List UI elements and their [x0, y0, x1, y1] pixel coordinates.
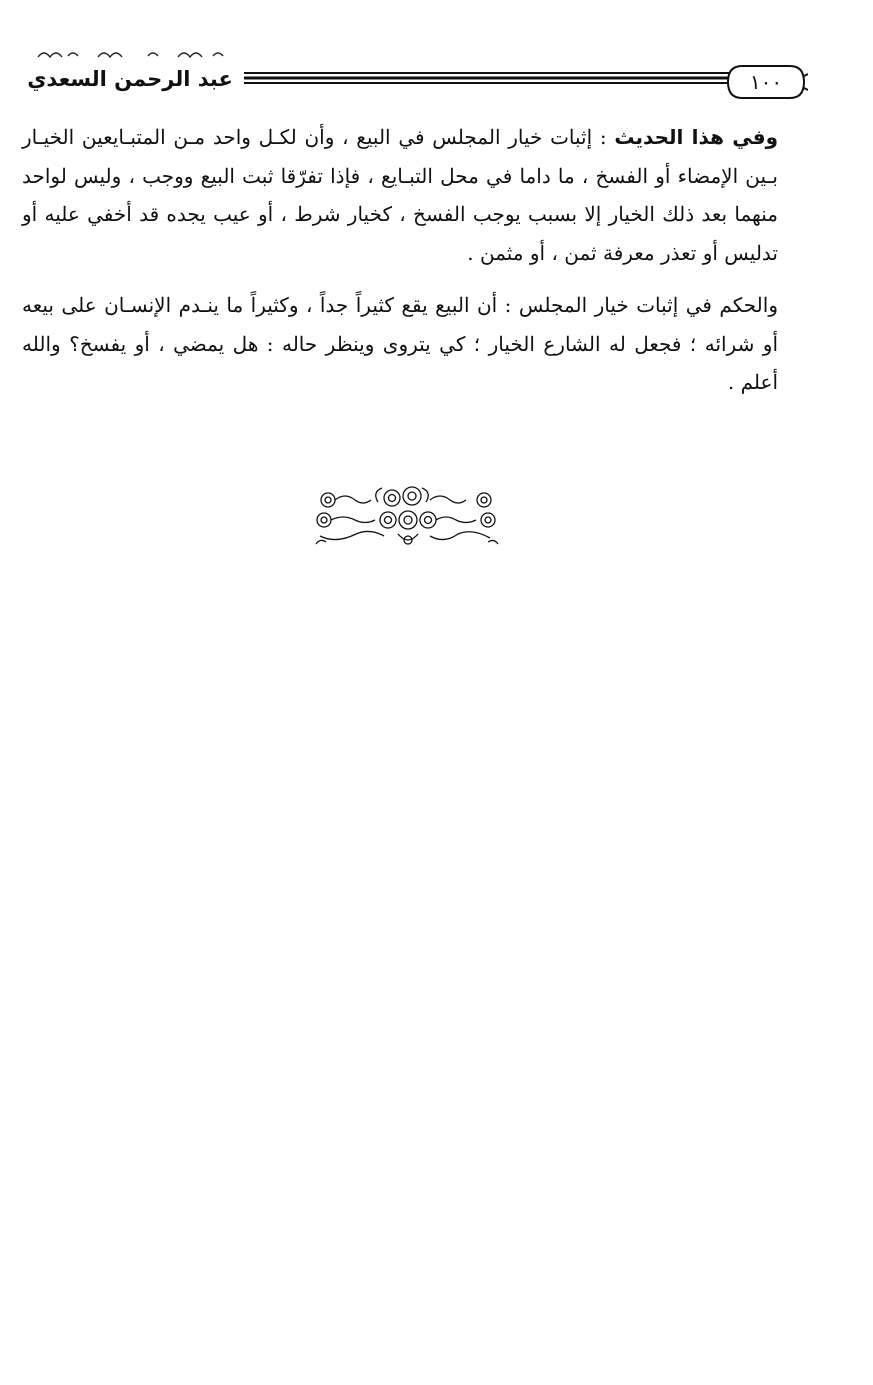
- paragraph-text: : إثبات خيار المجلس في البيع ، وأن لكـل واحد مـن المتبـايعين الخيـار بـين الإمضاء أو الفسخ ، ما داما في محل التبـايع ، فإذا تفرّقا ثبت البيع ووجب ، وليس لواحد منهما بعد ذلك الخيار إلا بسبب يوجب الفسخ ، كخيار شرط ، أو عيب يجده قد أخفي عليه أو تدليس أو تعذر معرفة ثمن ، أو مثمن .: [22, 125, 778, 265]
- floral-ornament-icon: [312, 484, 502, 550]
- paragraph-hadith-commentary: [22, 118, 778, 272]
- paragraph-lead-phrase: وفي هذا الحديث: [614, 125, 779, 149]
- paragraph-text: والحكم في إثبات خيار المجلس : أن البيع يقع كثيراً جداً ، وكثيراً ما ينـدم الإنسـان على بيعه أو شرائه ؛ فجعل له الشارع الخيار ؛ كي يتروى وينظر حاله : هل يمضي ، أو يفسخ؟ والله أعلم .: [22, 293, 779, 394]
- running-title-author: عبد الرحمن السعدي: [27, 67, 233, 91]
- paragraph-wisdom: [22, 286, 778, 402]
- page-header: [20, 50, 812, 106]
- page-body: [22, 118, 778, 402]
- page-number: ١٠٠: [749, 70, 783, 94]
- header-rule-lines: [244, 70, 744, 86]
